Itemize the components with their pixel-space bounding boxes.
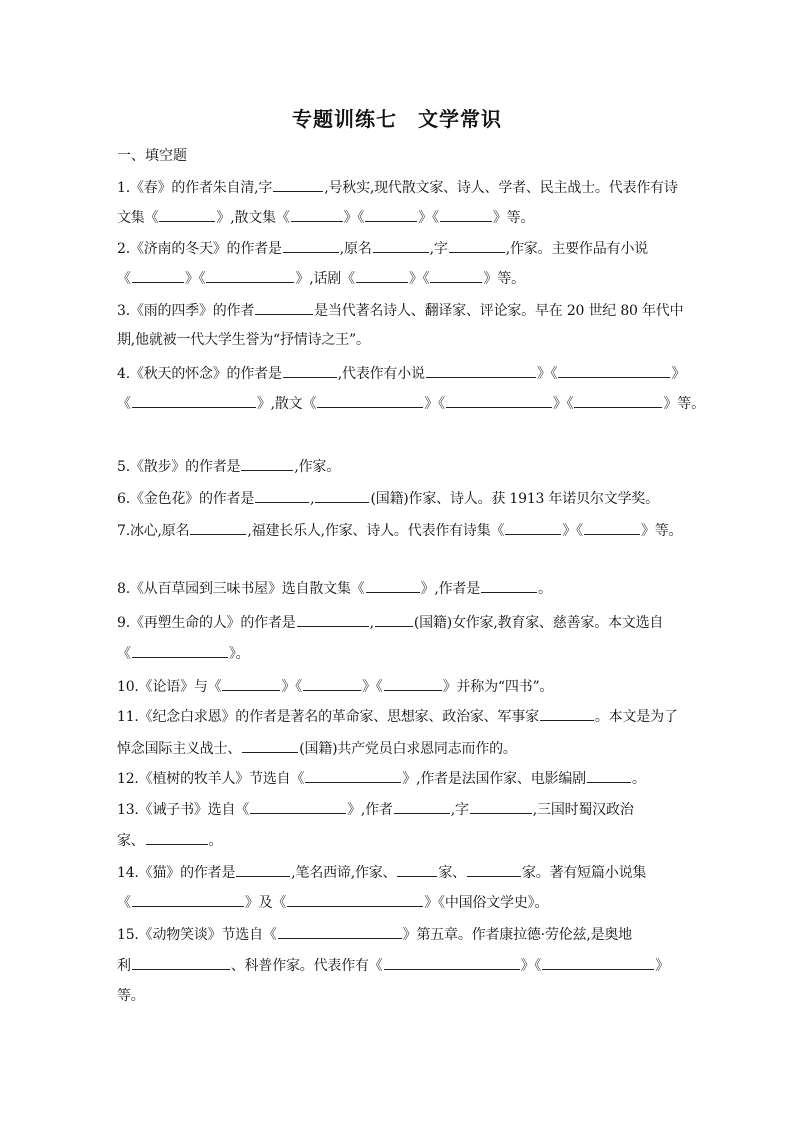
question-line [117, 955, 669, 976]
answer-blank[interactable] [426, 363, 536, 378]
question-text: 13.《诫子书》选自《 [117, 802, 250, 818]
question-line [117, 643, 249, 664]
answer-blank[interactable] [440, 207, 492, 222]
question-text: , [310, 491, 315, 507]
question-text: 》,作者是 [420, 581, 481, 597]
answer-blank[interactable] [159, 207, 215, 222]
answer-blank[interactable] [317, 393, 423, 408]
question-text: 》等。 [640, 523, 683, 539]
question-line [117, 456, 340, 477]
question-line [117, 488, 659, 509]
question-text: 悼念国际主义战士、 [117, 741, 242, 757]
answer-blank[interactable] [132, 393, 256, 408]
question-text: 》《 [408, 271, 430, 287]
question-text: 》,话剧《 [295, 271, 355, 287]
answer-blank[interactable] [558, 363, 670, 378]
question-text: 》《 [562, 523, 583, 539]
question-text: 《 [117, 895, 131, 911]
answer-blank[interactable] [366, 578, 420, 593]
question-text: (国籍)共产党员白求恩同志而作的。 [299, 741, 517, 757]
question-line [117, 207, 534, 228]
question-text: ,号秋实,现代散文家、诗人、学者、民主战士。代表作有诗 [324, 180, 678, 196]
question-text: 》并称为“四书”。 [442, 679, 554, 695]
answer-blank[interactable] [467, 862, 521, 877]
answer-blank[interactable] [297, 612, 369, 627]
answer-blank[interactable] [303, 676, 361, 691]
question-text: 》等。 [663, 396, 705, 412]
question-text: 。 [538, 581, 552, 597]
question-line [117, 768, 646, 789]
question-text: 14.《猫》的作者是 [117, 865, 236, 881]
question-text: 5.《散步》的作者是 [117, 459, 241, 475]
answer-blank[interactable] [542, 955, 654, 970]
answer-blank[interactable] [375, 612, 413, 627]
answer-blank[interactable] [574, 393, 662, 408]
answer-blank[interactable] [287, 892, 423, 907]
question-text: 。 [631, 771, 646, 787]
answer-blank[interactable] [132, 268, 184, 283]
question-text: 》《 [343, 210, 365, 226]
question-line [117, 612, 663, 633]
question-line [117, 830, 222, 851]
question-text: 》《 [418, 210, 439, 226]
question-text: 7.冰心,原名 [117, 523, 190, 539]
answer-blank[interactable] [384, 955, 520, 970]
question-line [117, 268, 525, 289]
question-text: 3.《雨的四季》的作者 [117, 303, 255, 319]
question-line [117, 578, 552, 599]
question-text: 》《 [536, 366, 558, 382]
question-line [117, 676, 553, 697]
question-line [117, 738, 517, 759]
question-line [117, 177, 678, 198]
answer-blank[interactable] [132, 955, 230, 970]
question-text: ,字 [450, 802, 469, 818]
question-line [117, 330, 370, 350]
answer-blank[interactable] [470, 799, 532, 814]
question-text: ,代表作有小说 [337, 366, 425, 382]
question-line [117, 799, 634, 820]
answer-blank[interactable] [584, 520, 640, 535]
question-text: 》《 [520, 958, 542, 974]
question-text: 》《 [362, 679, 383, 695]
answer-blank[interactable] [356, 268, 408, 283]
question-line [117, 706, 678, 727]
question-text: 。本文是为了 [594, 709, 678, 725]
question-text: 1.《春》的作者朱自清,字 [117, 180, 273, 196]
answer-blank[interactable] [315, 488, 369, 503]
question-text: 》等。 [492, 210, 535, 226]
question-text: 是当代著名诗人、翻译家、评论家。早在 20 世纪 80 年代中 [314, 303, 684, 319]
question-text: 》《 [552, 396, 574, 412]
question-line [117, 300, 683, 321]
section-heading: 一、填空题 [117, 148, 187, 164]
question-line [117, 393, 705, 414]
answer-blank[interactable] [283, 238, 339, 253]
question-text: 《 [117, 271, 131, 287]
answer-blank[interactable] [540, 706, 594, 721]
answer-blank[interactable] [190, 520, 246, 535]
question-line [117, 520, 682, 541]
question-text: ,笔名西谛,作家、 [291, 865, 397, 881]
question-text: 》,散文《 [256, 396, 317, 412]
answer-blank[interactable] [241, 456, 293, 471]
answer-blank[interactable] [255, 300, 313, 315]
question-text: 》,作者 [347, 802, 393, 818]
answer-blank[interactable] [430, 268, 482, 283]
question-text: 》《 [184, 271, 206, 287]
question-text: 》,散文集《 [216, 210, 290, 226]
answer-blank[interactable] [132, 643, 228, 658]
question-line [117, 238, 648, 259]
question-text: 家、 [438, 865, 466, 881]
question-text: 》 [655, 958, 670, 974]
question-text: 6.《金色花》的作者是 [117, 491, 255, 507]
question-text: 等。 [117, 988, 145, 1004]
question-text: 11.《纪念白求恩》的作者是著名的革命家、思想家、政治家、军事家 [117, 709, 539, 725]
question-text: 《 [117, 396, 131, 412]
question-line [117, 986, 145, 1006]
answer-blank[interactable] [397, 862, 437, 877]
answer-blank[interactable] [222, 676, 280, 691]
question-text: 4.《秋天的怀念》的作者是 [117, 366, 282, 382]
answer-blank[interactable] [291, 207, 343, 222]
answer-blank[interactable] [449, 238, 505, 253]
answer-blank[interactable] [587, 768, 631, 783]
question-text: 利 [117, 958, 131, 974]
answer-blank[interactable] [273, 177, 323, 192]
answer-blank[interactable] [394, 799, 450, 814]
question-text: ,作家。主要作品有小说 [505, 241, 648, 257]
answer-blank[interactable] [255, 488, 309, 503]
answer-blank[interactable] [236, 862, 290, 877]
question-text: 家、 [117, 833, 145, 849]
question-text: 8.《从百草园到三味书屋》选自散文集《 [117, 581, 365, 597]
question-text: ,原名 [339, 241, 372, 257]
answer-blank[interactable] [206, 268, 294, 283]
answer-blank[interactable] [132, 892, 244, 907]
answer-blank[interactable] [373, 238, 429, 253]
question-text: (国籍)作家、诗人。获 1913 年诺贝尔文学奖。 [370, 491, 659, 507]
question-text: 》。 [228, 646, 250, 662]
answer-blank[interactable] [278, 924, 402, 939]
question-text: 文集《 [117, 210, 159, 226]
question-text: 》《中国俗文学史》。 [424, 895, 549, 911]
answer-blank[interactable] [283, 363, 337, 378]
answer-blank[interactable] [365, 207, 417, 222]
question-text: 》《 [424, 396, 445, 412]
question-text: 、科普作家。代表作有《 [230, 958, 383, 974]
answer-blank[interactable] [481, 578, 537, 593]
question-line [117, 363, 685, 384]
question-text: 》《 [281, 679, 303, 695]
question-text: 家。著有短篇小说集 [521, 865, 647, 881]
question-text: ,三国时蜀汉政治 [532, 802, 634, 818]
question-text: 15.《动物笑谈》节选自《 [117, 927, 277, 943]
question-text: 10.《论语》与《 [117, 679, 222, 695]
answer-blank[interactable] [242, 738, 298, 753]
question-text: ,作家。 [294, 459, 341, 475]
question-text: 12.《植树的牧羊人》节选自《 [117, 771, 305, 787]
question-text: 》及《 [244, 895, 287, 911]
question-text: (国籍)女作家,教育家、慈善家。本文选自 [413, 615, 664, 631]
answer-blank[interactable] [305, 768, 401, 783]
question-text: ,字 [429, 241, 448, 257]
answer-blank[interactable] [505, 520, 561, 535]
page-title: 专题训练七 文学常识 [292, 107, 502, 131]
answer-blank[interactable] [146, 830, 208, 845]
question-line [117, 892, 548, 913]
question-text: 》,作者是法国作家、电影编剧 [402, 771, 586, 787]
question-text: ,福建长乐人,作家、诗人。代表作有诗集《 [247, 523, 505, 539]
question-line [117, 924, 632, 945]
question-text: 2.《济南的冬天》的作者是 [117, 241, 282, 257]
question-text: 《 [117, 646, 131, 662]
answer-blank[interactable] [384, 676, 442, 691]
answer-blank[interactable] [250, 799, 346, 814]
question-text: 。 [208, 833, 223, 849]
question-line [117, 862, 646, 883]
question-text: 9.《再塑生命的人》的作者是 [117, 615, 296, 631]
answer-blank[interactable] [446, 393, 552, 408]
question-text: 》 [671, 366, 686, 382]
question-text: 期,他就被一代大学生誉为“抒情诗之王”。 [117, 332, 370, 348]
question-text: , [369, 615, 374, 631]
question-text: 》等。 [483, 271, 525, 287]
question-text: 》第五章。作者康拉德·劳伦兹,是奥地 [402, 927, 632, 943]
